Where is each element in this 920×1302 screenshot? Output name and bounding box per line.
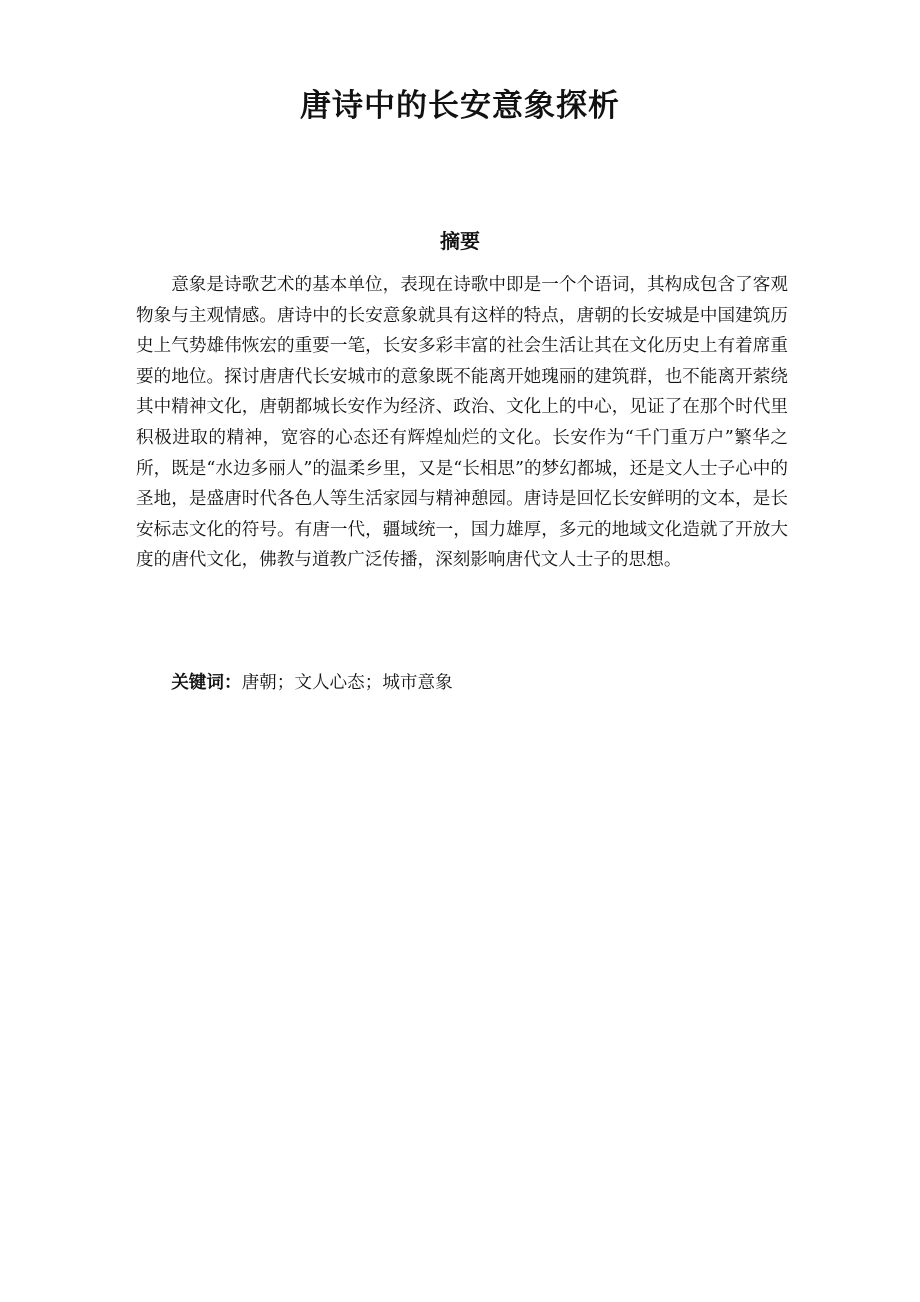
keywords-text: 唐朝；文人心态；城市意象 bbox=[241, 673, 453, 693]
keywords-line bbox=[136, 668, 788, 699]
abstract-heading: 摘要 bbox=[440, 229, 480, 253]
abstract-body: 意象是诗歌艺术的基本单位，表现在诗歌中即是一个个语词，其构成包含了客观物象与主观情感。唐诗中的长安意象就具有这样的特点，唐朝的长安城是中国建筑历史上气势雄伟恢宏的重要一笔，长安多彩丰富的社会生活让其在文化历史上有着席重要的地位。探讨唐唐代长安城市的意象既不能离开她瑰丽的建筑群，也不能离开萦绕其中精神文化，唐朝都城长安作为经济、政治、文化上的中心，见证了在那个时代里积极进取的精神，宽容的心态还有辉煌灿烂的文化。长安作为“千门重万户”繁华之所，既是“水边多丽人”的温柔乡里，又是“长相思”的梦幻都城，还是文人士子心中的圣地，是盛唐时代各色人等生活家园与精神憩园。唐诗是回忆长安鲜明的文本，是长安标志文化的符号。有唐一代，疆域统一，国力雄厚，多元的地域文化造就了开放大度的唐代文化，佛教与道教广泛传播，深刻影响唐代文人士子的思想。 bbox=[136, 275, 788, 571]
document-title: 唐诗中的长安意象探析 bbox=[300, 88, 620, 124]
keywords-label: 关键词： bbox=[171, 673, 242, 693]
